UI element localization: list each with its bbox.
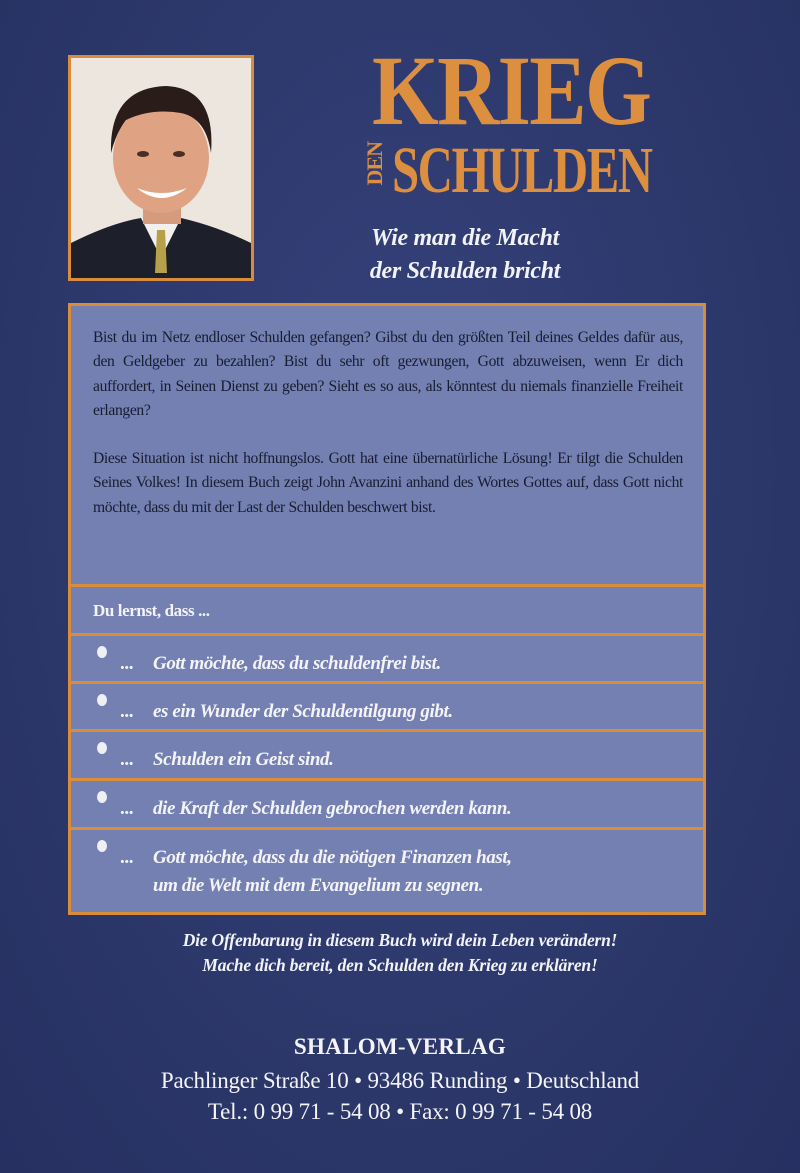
intro-paragraph: Bist du im Netz endloser Schulden gefangen? Gibst du den größten Teil deines Geldes dafür aus, den Geldgeber zu bezahlen? Bist du sehr oft gezwungen, Gott abzuweisen, wenn Er dich auffordert, in Seinen Dienst zu geben? Sieht es so aus, als könntest du niemals finanzielle Freiheit erlangen? xyxy=(93,329,683,419)
subtitle-line: Wie man die Macht xyxy=(370,225,559,251)
bullet-icon xyxy=(97,694,107,706)
title-schulden: SCHULDEN xyxy=(392,134,652,207)
list-item xyxy=(68,681,706,732)
subtitle xyxy=(330,222,600,288)
title-den: DEN xyxy=(362,142,387,186)
bullet-icon xyxy=(97,840,107,852)
intro-panel xyxy=(68,303,706,587)
list-item xyxy=(68,633,706,684)
closing-line: Die Offenbarung in diesem Buch wird dein Leben verändern! xyxy=(182,930,618,950)
ellipsis: ... xyxy=(120,798,134,819)
subtitle-line: der Schulden bricht xyxy=(369,258,561,284)
item-text: um die Welt mit dem Evangelium zu segnen. xyxy=(153,875,484,896)
item-text: Gott möchte, dass du die nötigen Finanzen hast, xyxy=(153,847,512,868)
item-text: es ein Wunder der Schuldentilgung gibt. xyxy=(153,701,453,722)
bullet-icon xyxy=(97,742,107,754)
bullet-icon xyxy=(97,791,107,803)
ellipsis: ... xyxy=(120,701,134,722)
publisher-phone: Tel.: 0 99 71 - 54 08 • Fax: 0 99 71 - 54 08 xyxy=(207,1099,593,1124)
title-krieg: KRIEG xyxy=(372,35,651,146)
intro-paragraph: Diese Situation ist nicht hoffnungslos. Gott hat eine übernatürliche Lösung! Er tilgt die Schulden Seines Volkes! In diesem Buch zeigt John Avanzini anhand des Wortes Gottes auf, dass Gott nicht möchte, dass du mit der Last der Schulden beschwert bist. xyxy=(93,450,683,516)
ellipsis: ... xyxy=(120,847,134,868)
publisher-address: Pachlinger Straße 10 • 93486 Runding • Deutschland xyxy=(160,1068,640,1093)
learn-heading: Du lernst, dass ... xyxy=(68,584,706,636)
closing-text xyxy=(40,928,760,978)
publisher-name: SHALOM-VERLAG xyxy=(293,1034,507,1059)
ellipsis: ... xyxy=(120,653,134,674)
author-photo xyxy=(68,55,254,281)
item-text: die Kraft der Schulden gebrochen werden kann. xyxy=(153,798,512,819)
list-item xyxy=(68,729,706,781)
list-item xyxy=(68,778,706,830)
item-text: Schulden ein Geist sind. xyxy=(153,749,334,770)
closing-line: Mache dich bereit, den Schulden den Krieg zu erklären! xyxy=(202,955,598,975)
list-item xyxy=(68,827,706,915)
ellipsis: ... xyxy=(120,749,134,770)
item-text: Gott möchte, dass du schuldenfrei bist. xyxy=(153,653,441,674)
bullet-icon xyxy=(97,646,107,658)
